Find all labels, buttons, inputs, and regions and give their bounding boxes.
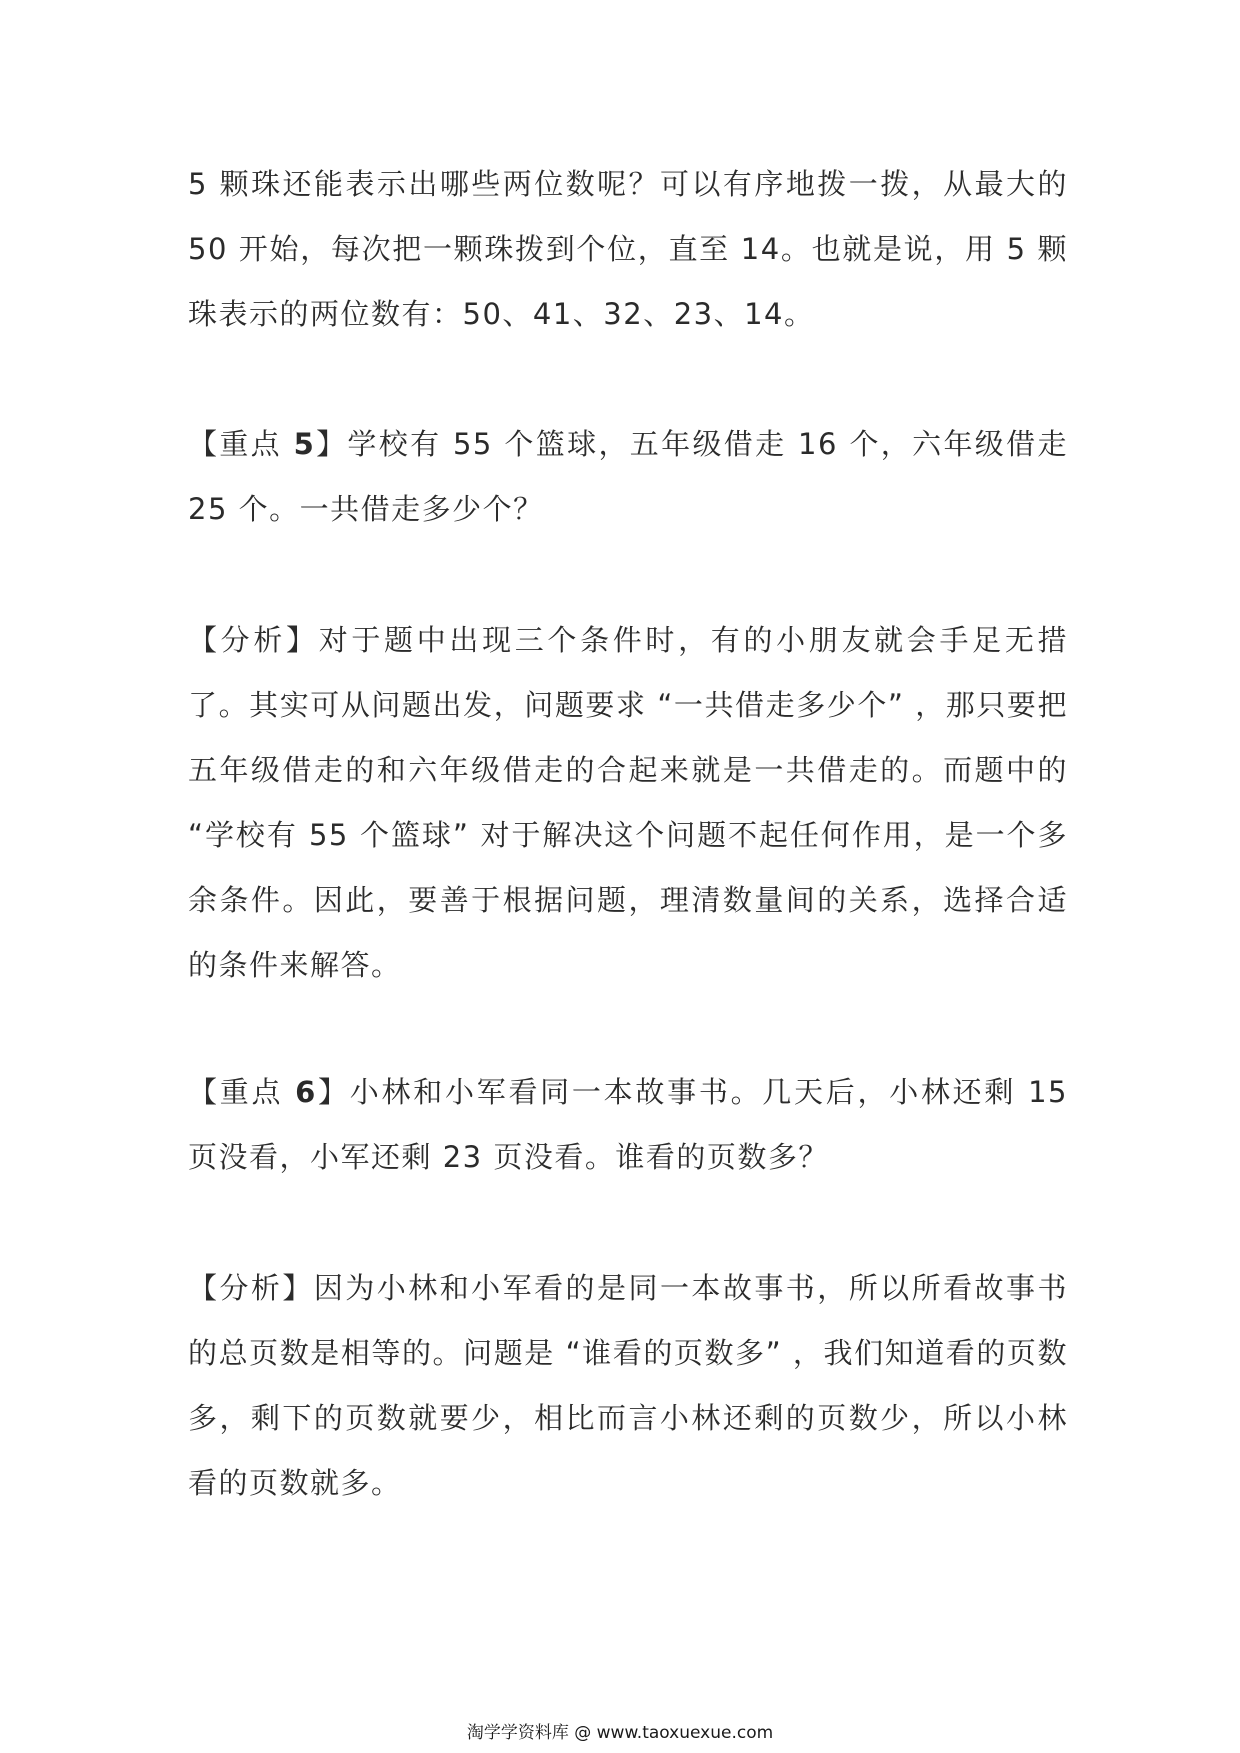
question-text: 小林和小军看同一本故事书。几天后，小林还剩 15 页没看，小军还剩 23 页没看。谁看的页数多？: [188, 1075, 1068, 1174]
analysis-text: 因为小林和小军看的是同一本故事书，所以所看故事书的总页数是相等的。问题是 “谁看的页数多” ，我们知道看的页数多，剩下的页数就要少，相比而言小林还剩的页数少，所以小林看的页数就多。: [188, 1271, 1068, 1500]
key-point-5: [188, 412, 1068, 542]
analysis-label: 【分析】: [188, 623, 319, 657]
tag-close: 】: [315, 427, 348, 461]
page-footer: 淘学学资料库 @ www.taoxuexue.com: [466, 1723, 774, 1743]
tag-number: 5: [293, 427, 316, 461]
analysis-6: [188, 1256, 1068, 1516]
paragraph-intro: [188, 152, 1068, 347]
tag-number: 6: [295, 1075, 317, 1109]
key-point-label: [188, 427, 347, 461]
analysis-label: 【分析】: [188, 1271, 314, 1305]
question-text: 学校有 55 个篮球，五年级借走 16 个，六年级借走 25 个。一共借走多少个？: [188, 427, 1068, 526]
tag-close: 】: [316, 1075, 350, 1109]
analysis-text: 对于题中出现三个条件时，有的小朋友就会手足无措了。其实可从问题出发，问题要求 “一共借走多少个” ，那只要把五年级借走的和六年级借走的合起来就是一共借走的。而题中的 “学校有 55 个篮球” 对于解决这个问题不起任何作用，是一个多余条件。因此，要善于根据问题，理清数量间的关系，选择合适的条件来解答。: [188, 623, 1068, 982]
key-point-label: [188, 1075, 350, 1109]
tag-open: 【重点: [188, 427, 294, 461]
key-point-6: [188, 1060, 1068, 1190]
tag-open: 【重点: [188, 1075, 296, 1109]
analysis-5: [188, 608, 1068, 998]
paragraph-text: 5 颗珠还能表示出哪些两位数呢？可以有序地拨一拨，从最大的 50 开始，每次把一颗珠拨到个位，直至 14。也就是说，用 5 颗珠表示的两位数有：50、41、32、23、14。: [188, 167, 1068, 331]
